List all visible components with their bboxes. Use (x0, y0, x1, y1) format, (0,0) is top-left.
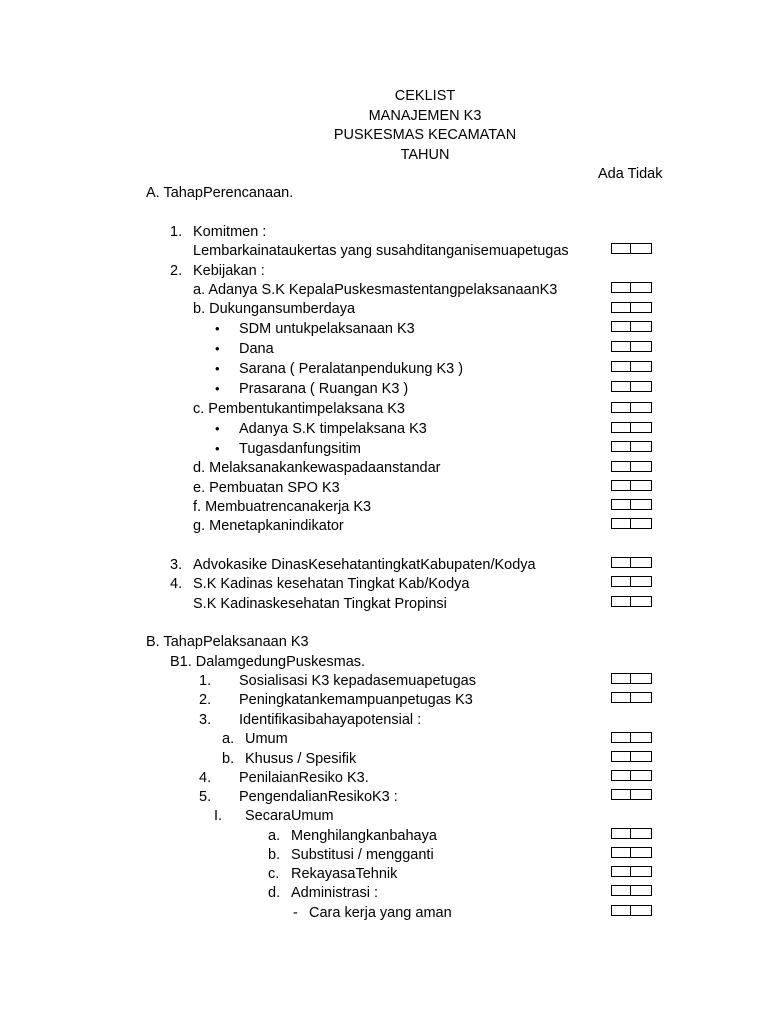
ada-checkbox[interactable] (611, 576, 631, 587)
ada-checkbox[interactable] (611, 461, 631, 472)
tidak-checkbox[interactable] (631, 441, 652, 452)
item-sk-kabupaten: S.K Kadinas kesehatan Tingkat Kab/Kodya (193, 576, 470, 592)
item-number: 2. (170, 263, 183, 279)
checkbox-pair (611, 885, 652, 896)
checkbox-pair (611, 402, 652, 413)
tidak-checkbox[interactable] (631, 422, 652, 433)
tidak-checkbox[interactable] (631, 673, 652, 684)
tidak-checkbox[interactable] (631, 789, 652, 800)
ada-checkbox[interactable] (611, 828, 631, 839)
ada-checkbox[interactable] (611, 361, 631, 372)
checkbox-pair (611, 461, 652, 472)
tidak-checkbox[interactable] (631, 692, 652, 703)
ada-checkbox[interactable] (611, 770, 631, 781)
item-number: 3. (199, 712, 212, 728)
checkbox-pair (611, 557, 652, 568)
subsection-b1-title: B1. DalamgedungPuskesmas. (170, 654, 366, 670)
doc-title-manajemen: MANAJEMEN K3 (368, 108, 482, 124)
item-kebijakan-f: f. Membuatrencanakerja K3 (193, 499, 372, 515)
tidak-checkbox[interactable] (631, 885, 652, 896)
item-number: 4. (170, 576, 183, 592)
checkbox-pair (611, 866, 652, 877)
tidak-checkbox[interactable] (631, 751, 652, 762)
item-letter: b. (268, 847, 281, 863)
checkbox-pair (611, 243, 652, 254)
checkbox-pair (611, 692, 652, 703)
item-peningkatan: Peningkatankemampuanpetugas K3 (239, 692, 473, 708)
tidak-checkbox[interactable] (631, 596, 652, 607)
bullet-icon: • (215, 321, 220, 336)
item-rekayasa: RekayasaTehnik (291, 866, 398, 882)
ada-checkbox[interactable] (611, 341, 631, 352)
tidak-checkbox[interactable] (631, 321, 652, 332)
ada-checkbox[interactable] (611, 866, 631, 877)
checkbox-pair (611, 361, 652, 372)
checkbox-pair (611, 441, 652, 452)
checkbox-pair (611, 302, 652, 313)
item-letter: c. (268, 866, 280, 882)
tidak-checkbox[interactable] (631, 341, 652, 352)
bullet-icon: • (215, 341, 220, 356)
checkbox-pair (611, 770, 652, 781)
item-letter: d. (268, 885, 281, 901)
checkbox-pair (611, 847, 652, 858)
item-letter: a. (268, 828, 281, 844)
doc-title-puskesmas: PUSKESMAS KECAMATAN (333, 127, 517, 143)
checkbox-pair (611, 905, 652, 916)
checkbox-pair (611, 518, 652, 529)
list-item: SDM untukpelaksanaan K3 (239, 321, 415, 337)
ada-checkbox[interactable] (611, 557, 631, 568)
tidak-checkbox[interactable] (631, 381, 652, 392)
tidak-checkbox[interactable] (631, 480, 652, 491)
item-pengendalian: PengendalianResikoK3 : (239, 789, 398, 805)
item-administrasi: Administrasi : (291, 885, 379, 901)
ada-checkbox[interactable] (611, 789, 631, 800)
item-penilaian: PenilaianResiko K3. (239, 770, 369, 786)
item-number: 4. (199, 770, 212, 786)
tidak-checkbox[interactable] (631, 461, 652, 472)
item-kebijakan-e: e. Pembuatan SPO K3 (193, 480, 340, 496)
list-item: Prasarana ( Ruangan K3 ) (239, 381, 409, 397)
tidak-checkbox[interactable] (631, 866, 652, 877)
item-number: 5. (199, 789, 212, 805)
ada-checkbox[interactable] (611, 243, 631, 254)
tidak-checkbox[interactable] (631, 302, 652, 313)
tidak-checkbox[interactable] (631, 770, 652, 781)
checkbox-pair (611, 828, 652, 839)
ada-checkbox[interactable] (611, 518, 631, 529)
item-identifikasi: Identifikasibahayapotensial : (239, 712, 422, 728)
item-khusus: Khusus / Spesifik (245, 751, 357, 767)
checkbox-pair (611, 341, 652, 352)
ada-checkbox[interactable] (611, 321, 631, 332)
item-komitmen: Komitmen : (193, 224, 267, 240)
item-number: 1. (170, 224, 183, 240)
ada-checkbox[interactable] (611, 732, 631, 743)
ada-checkbox[interactable] (611, 673, 631, 684)
item-advokasi: Advokasike DinasKesehatantingkatKabupaten/Kodya (193, 557, 536, 573)
item-menghilangkan: Menghilangkanbahaya (291, 828, 437, 844)
checkbox-pair (611, 576, 652, 587)
item-letter: a. (222, 731, 235, 747)
checkbox-pair (611, 321, 652, 332)
bullet-icon: • (215, 421, 220, 436)
checkbox-pair (611, 282, 652, 293)
tidak-checkbox[interactable] (631, 282, 652, 293)
item-sk-propinsi: S.K Kadinaskesehatan Tingkat Propinsi (193, 596, 447, 612)
doc-title-tahun: TAHUN (400, 147, 450, 163)
item-number: 2. (199, 692, 212, 708)
checkbox-pair (611, 499, 652, 510)
list-item: Adanya S.K timpelaksana K3 (239, 421, 427, 437)
checkbox-pair (611, 422, 652, 433)
item-secara-umum: SecaraUmum (245, 808, 334, 824)
ada-checkbox[interactable] (611, 402, 631, 413)
checkbox-pair (611, 673, 652, 684)
list-item: Dana (239, 341, 274, 357)
ada-checkbox[interactable] (611, 422, 631, 433)
item-umum: Umum (245, 731, 288, 747)
item-substitusi: Substitusi / mengganti (291, 847, 434, 863)
ada-checkbox[interactable] (611, 596, 631, 607)
checkbox-pair (611, 789, 652, 800)
tidak-checkbox[interactable] (631, 518, 652, 529)
ada-checkbox[interactable] (611, 885, 631, 896)
ada-checkbox[interactable] (611, 847, 631, 858)
column-headers-ada-tidak: Ada Tidak (598, 166, 663, 182)
ada-checkbox[interactable] (611, 751, 631, 762)
tidak-checkbox[interactable] (631, 243, 652, 254)
tidak-checkbox[interactable] (631, 828, 652, 839)
checkbox-pair (611, 751, 652, 762)
item-roman-numeral: I. (214, 808, 223, 824)
item-cara-kerja: Cara kerja yang aman (309, 905, 452, 921)
item-kebijakan-a: a. Adanya S.K KepalaPuskesmastentangpelaksanaanK3 (193, 282, 558, 298)
bullet-icon: • (215, 381, 220, 396)
list-item: Sarana ( Peralatanpendukung K3 ) (239, 361, 464, 377)
bullet-icon: • (215, 441, 220, 456)
tidak-checkbox[interactable] (631, 732, 652, 743)
ada-checkbox[interactable] (611, 302, 631, 313)
section-b-title: B. TahapPelaksanaan K3 (146, 634, 309, 650)
tidak-checkbox[interactable] (631, 576, 652, 587)
bullet-icon: • (215, 361, 220, 376)
item-komitmen-detail: Lembarkainataukertas yang susahditanganisemuapetugas (193, 243, 569, 259)
ada-checkbox[interactable] (611, 499, 631, 510)
ada-checkbox[interactable] (611, 381, 631, 392)
checkbox-pair (611, 381, 652, 392)
ada-checkbox[interactable] (611, 480, 631, 491)
item-sosialisasi: Sosialisasi K3 kepadasemuapetugas (239, 673, 476, 689)
checkbox-pair (611, 596, 652, 607)
item-number: 3. (170, 557, 183, 573)
item-letter: b. (222, 751, 235, 767)
item-number: 1. (199, 673, 212, 689)
tidak-checkbox[interactable] (631, 905, 652, 916)
item-kebijakan-d: d. Melaksanakankewaspadaanstandar (193, 460, 441, 476)
ada-checkbox[interactable] (611, 692, 631, 703)
tidak-checkbox[interactable] (631, 847, 652, 858)
tidak-checkbox[interactable] (631, 557, 652, 568)
checkbox-pair (611, 732, 652, 743)
item-dash: - (293, 905, 298, 921)
item-kebijakan-c: c. Pembentukantimpelaksana K3 (193, 401, 405, 417)
item-kebijakan-g: g. Menetapkanindikator (193, 518, 344, 534)
ada-checkbox[interactable] (611, 905, 631, 916)
tidak-checkbox[interactable] (631, 499, 652, 510)
tidak-checkbox[interactable] (631, 402, 652, 413)
item-kebijakan-b: b. Dukungansumberdaya (193, 301, 356, 317)
ada-checkbox[interactable] (611, 282, 631, 293)
tidak-checkbox[interactable] (631, 361, 652, 372)
doc-title-ceklist: CEKLIST (394, 88, 456, 104)
ada-checkbox[interactable] (611, 441, 631, 452)
item-kebijakan: Kebijakan : (193, 263, 265, 279)
checkbox-pair (611, 480, 652, 491)
section-a-title: A. TahapPerencanaan. (146, 185, 294, 201)
list-item: Tugasdanfungsitim (239, 441, 361, 457)
